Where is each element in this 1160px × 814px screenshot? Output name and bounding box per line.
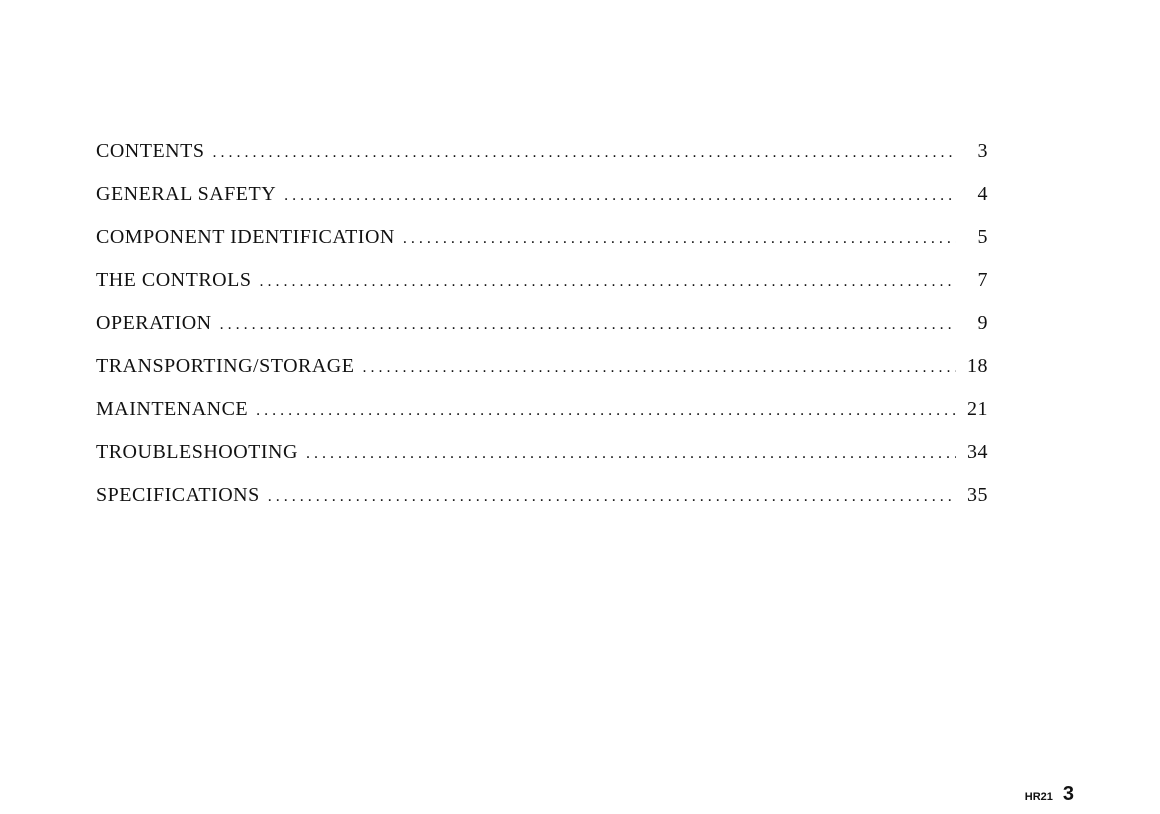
toc-entry-transporting-storage xyxy=(96,355,988,398)
toc-entry-title: COMPONENT IDENTIFICATION xyxy=(96,226,395,248)
toc-entry-page: 34 xyxy=(967,441,988,463)
dot-leader xyxy=(268,488,956,506)
dot-leader xyxy=(259,273,956,291)
toc-entry-page: 35 xyxy=(967,484,988,506)
dot-leader xyxy=(284,187,956,205)
dot-leader xyxy=(306,445,956,463)
dot-leader xyxy=(362,359,956,377)
toc-entry-page: 21 xyxy=(967,398,988,420)
toc-entry-maintenance xyxy=(96,398,988,441)
page-number: 3 xyxy=(1062,783,1074,805)
toc-entry-title: CONTENTS xyxy=(96,140,205,162)
toc-entry-title: TRANSPORTING/STORAGE xyxy=(96,355,355,377)
toc-entry-title: THE CONTROLS xyxy=(96,269,252,291)
dot-leader xyxy=(256,402,956,420)
toc-entry-title: MAINTENANCE xyxy=(96,398,249,420)
toc-entry-contents xyxy=(96,140,988,183)
toc-entry-page: 7 xyxy=(977,269,988,291)
toc-entry-operation xyxy=(96,312,988,355)
toc-entry-title: GENERAL SAFETY xyxy=(96,183,277,205)
toc-entry-page: 5 xyxy=(977,226,988,248)
toc-entry-title: SPECIFICATIONS xyxy=(96,484,260,506)
dot-leader xyxy=(212,144,956,162)
toc-entry-troubleshooting xyxy=(96,441,988,484)
page-footer xyxy=(1025,783,1074,806)
toc-entry-page: 18 xyxy=(967,355,988,377)
model-number: HR21 xyxy=(1024,791,1053,803)
toc-entry-the-controls xyxy=(96,269,988,312)
toc-entry-component-identification xyxy=(96,226,988,269)
toc-entry-page: 4 xyxy=(977,183,988,205)
dot-leader xyxy=(403,230,956,248)
dot-leader xyxy=(220,316,956,334)
toc-entry-title: OPERATION xyxy=(96,312,212,334)
toc-entry-page: 3 xyxy=(977,140,988,162)
toc-entry-title: TROUBLESHOOTING xyxy=(96,441,298,463)
table-of-contents xyxy=(96,140,988,527)
toc-entry-specifications xyxy=(96,484,988,527)
toc-entry-general-safety xyxy=(96,183,988,226)
toc-entry-page: 9 xyxy=(977,312,988,334)
